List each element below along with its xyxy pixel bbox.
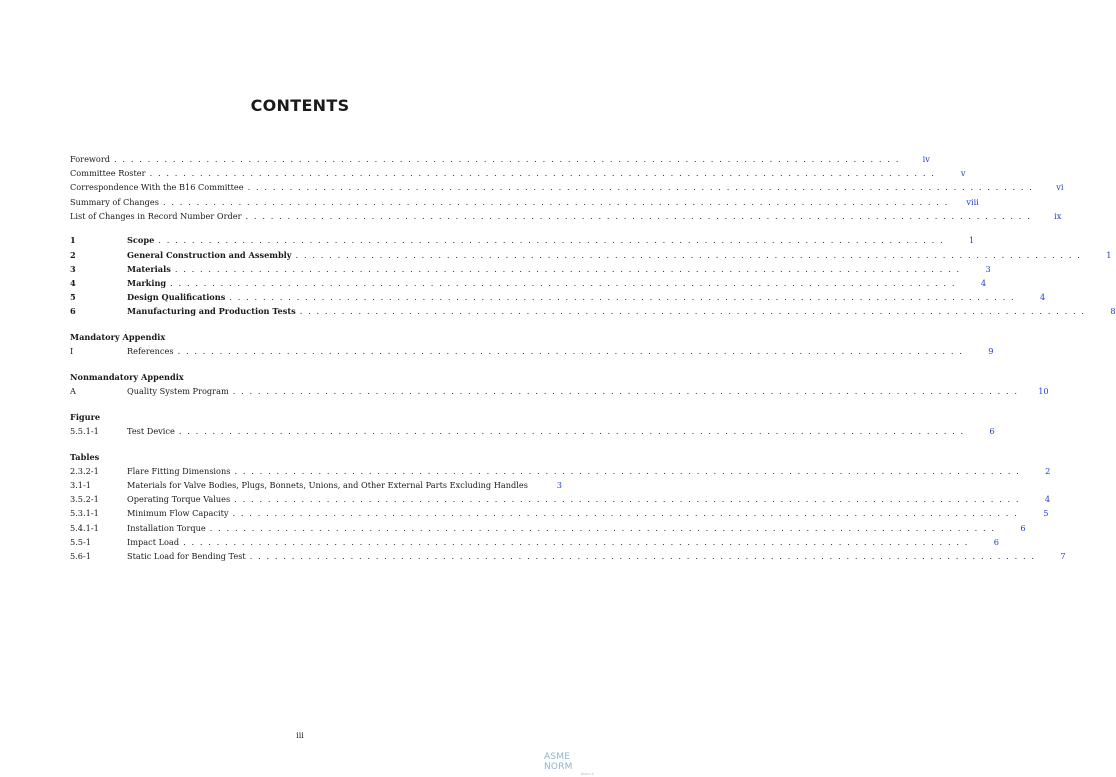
entry-title: Foreword bbox=[70, 154, 111, 164]
tables-heading: Tables bbox=[70, 451, 100, 462]
entry-title: Marking bbox=[127, 278, 167, 288]
leader-dots: . . . . . . . . . . . . . . . . . . . . . . . . . . . . . . . . . . . . . . . . . . . . . . . . . . . . . . . . . . . . . . . . . . . . . . . . . . . . . . . . . . . . . . . . . . . . . . bbox=[234, 494, 1021, 505]
entry-number: 5.6-1 bbox=[70, 551, 91, 561]
leader-dots: . . . . . . . . . . . . . . . . . . . . . . . . . . . . . . . . . . . . . . . . . . . . . . . . . . . . . . . . . . . . . . . . . . . . . . . . . . . . . . . . . . . . . . . . . . . . . . bbox=[234, 465, 1021, 476]
toc-entry-section[interactable] bbox=[70, 276, 987, 290]
leader-dots: . . . . . . . . . . . . . . . . . . . . . . . . . . . . . . . . . . . . . . . . . . . . . . . . . . . . . . . . . . . . . . . . . . . . . . . . . . . . . . . . . . . . . . . . . . . . . . bbox=[229, 292, 1016, 303]
page-link[interactable]: 10 bbox=[1038, 386, 1049, 397]
leader-dots: . . . . . . . . . . . . . . . . . . . . . . . . . . . . . . . . . . . . . . . . . . . . . . . . . . . . . . . . . . . . . . . . . . . . . . . . . . . . . . . . . . . . . . . . . . . . . . bbox=[247, 182, 1034, 193]
entry-number: 3.5.2-1 bbox=[70, 494, 99, 505]
leader-dots: . . . . . . . . . . . . . . . . . . . . . . . . . . . . . . . . . . . . . . . . . . . . . . . . . . . . . . . . . . . . . . . . . . . . . . . . . . . . . . . . . . . . . . . . . . . . . . bbox=[177, 346, 964, 357]
page-link[interactable]: 5 bbox=[1043, 508, 1049, 519]
logo-text: ASME NORM bbox=[544, 752, 573, 772]
entry-title: Flare Fitting Dimensions bbox=[127, 465, 231, 476]
toc-entry-table[interactable] bbox=[70, 549, 1066, 563]
page-link[interactable]: vi bbox=[1056, 182, 1064, 193]
toc-entry-section[interactable] bbox=[70, 304, 1116, 318]
entry-title: Scope bbox=[127, 235, 155, 246]
logo-subtext: asme.ir bbox=[580, 772, 594, 776]
table-of-contents bbox=[70, 152, 1116, 563]
leader-dots: . . . . . . . . . . . . . . . . . . . . . . . . . . . . . . . . . . . . . . . . . . . . . . . . . . . . . . . . . . . . . . . . . . . . . . . . . . . . . . . . . . . . . . . . . . . . . . bbox=[114, 154, 900, 164]
leader-dots: . . . . . . . . . . . . . . . . . . . . . . . . . . . . . . . . . . . . . . . . . . . . . . . . . . . . . . . . . . . . . . . . . . . . . . . . . . . . . . . . . . . . . . . . . . . . . . bbox=[178, 426, 965, 436]
toc-entry-front-matter[interactable] bbox=[70, 152, 930, 166]
entry-number: 3 bbox=[70, 263, 76, 274]
page-link[interactable]: viii bbox=[966, 196, 979, 207]
toc-entry-section[interactable] bbox=[70, 262, 991, 276]
toc-entry-section[interactable] bbox=[70, 290, 1046, 304]
leader-dots: . . . . . . . . . . . . . . . . . . . . . . . . . . . . . . . . . . . . . . . . . . . . . . . . . . . . . . . . . . . . . . . . . . . . . . . . . . . . . . . . . . . . . . . . . . . . . . bbox=[162, 196, 949, 207]
toc-entry-front-matter[interactable] bbox=[70, 195, 979, 209]
page-link[interactable]: 3 bbox=[985, 263, 991, 274]
page-link[interactable]: 4 bbox=[980, 278, 987, 288]
page-link[interactable]: iv bbox=[922, 154, 930, 164]
entry-title: Materials bbox=[127, 263, 171, 274]
entry-title: List of Changes in Record Number Order bbox=[70, 210, 242, 221]
toc-entry-front-matter[interactable] bbox=[70, 209, 1062, 223]
page-link[interactable]: 6 bbox=[989, 426, 995, 436]
entry-title: Materials for Valve Bodies, Plugs, Bonnets, Unions, and Other External Parts Excluding Handles bbox=[127, 480, 528, 491]
entry-title: Minimum Flow Capacity bbox=[127, 508, 229, 519]
entry-number: 1 bbox=[70, 235, 76, 246]
entry-title: Quality System Program bbox=[127, 386, 229, 397]
toc-entry-appendix[interactable] bbox=[70, 384, 1049, 398]
page-link[interactable]: 8 bbox=[1110, 306, 1116, 317]
toc-entry-table[interactable] bbox=[70, 535, 999, 549]
page-link[interactable]: v bbox=[960, 168, 966, 179]
asme-norm-logo bbox=[544, 752, 598, 776]
entry-number: 5.4.1-1 bbox=[70, 522, 99, 533]
toc-entry-figure[interactable] bbox=[70, 424, 995, 438]
toc-entry-table[interactable] bbox=[70, 464, 1051, 478]
page-link[interactable]: 9 bbox=[988, 346, 994, 357]
leader-dots: . . . . . . . . . . . . . . . . . . . . . . . . . . . . . . . . . . . . . . . . . . . . . . . . . . . . . . . . . . . . . . . . . . . . . . . . . . . . . . . . . . . . . . . . . . . . . . bbox=[232, 386, 1019, 397]
toc-entry-front-matter[interactable] bbox=[70, 166, 966, 180]
entry-title: General Construction and Assembly bbox=[127, 249, 292, 260]
page-link[interactable]: 3 bbox=[556, 480, 562, 491]
figure-heading: Figure bbox=[70, 411, 101, 422]
page-link[interactable]: 2 bbox=[1045, 465, 1051, 476]
entry-title: Manufacturing and Production Tests bbox=[127, 306, 296, 317]
page-link[interactable]: 4 bbox=[1040, 292, 1046, 303]
page-link[interactable]: 6 bbox=[993, 536, 999, 547]
leader-dots: . . . . . . . . . . . . . . . . . . . . . . . . . . . . . . . . . . . . . . . . . . . . . . . . . . . . . . . . . . . . . . . . . . . . . . . . . . . . . . . . . . . . . . . . . . . . . . bbox=[295, 249, 1082, 260]
leader-dots: . . . . . . . . . . . . . . . . . . . . . . . . . . . . . . . . . . . . . . . . . . . . . . . . . . . . . . . . . . . . . . . . . . . . . . . . . . . . . . . . . . . . . . . . . . . . . . bbox=[245, 210, 1032, 221]
entry-title: Summary of Changes bbox=[70, 196, 159, 207]
entry-number: A bbox=[70, 386, 76, 397]
entry-title: Correspondence With the B16 Committee bbox=[70, 182, 244, 193]
toc-entry-front-matter[interactable] bbox=[70, 180, 1064, 194]
entry-number: 2 bbox=[70, 249, 76, 260]
entry-number: 6 bbox=[70, 306, 76, 317]
entry-title: Impact Load bbox=[127, 536, 180, 547]
toc-entry-appendix[interactable] bbox=[70, 344, 994, 358]
leader-dots: . . . . . . . . . . . . . . . . . . . . . . . . . . . . . . . . . . . . . . . . . . . . . . . . . . . . . . . . . . . . . . . . . . . . . . . . . . . . . . . . . . . . . . . . . . . . . . bbox=[299, 306, 1086, 317]
tables-list bbox=[70, 464, 1066, 563]
page-link[interactable]: 6 bbox=[1020, 522, 1026, 533]
figure-list bbox=[70, 424, 995, 438]
leader-dots: . . . . . . . . . . . . . . . . . . . . . . . . . . . . . . . . . . . . . . . . . . . . . . . . . . . . . . . . . . . . . . . . . . . . . . . . . . . . . . . . . . . . . . . . . . . . . . bbox=[209, 522, 996, 533]
entry-number: 3.1-1 bbox=[70, 480, 91, 491]
entry-number: 5.5-1 bbox=[70, 536, 91, 547]
entry-number: 5 bbox=[70, 292, 76, 303]
leader-dots: . . . . . . . . . . . . . . . . . . . . . . . . . . . . . . . . . . . . . . . . . . . . . . . . . . . . . . . . . . . . . . . . . . . . . . . . . . . . . . . . . . . . . . . . . . . . . . bbox=[232, 508, 1019, 519]
leader-dots: . . . . . . . . . . . . . . . . . . . . . . . . . . . . . . . . . . . . . . . . . . . . . . . . . . . . . . . . . . . . . . . . . . . . . . . . . . . . . . . . . . . . . . . . . . . . . . bbox=[174, 263, 961, 274]
leader-dots: . . . . . . . . . . . . . . . . . . . . . . . . . . . . . . . . . . . . . . . . . . . . . . . . . . . . . . . . . . . . . . . . . . . . . . . . . . . . . . . . . . . . . . . . . . . . . . bbox=[149, 168, 936, 179]
nonmandatory-appendix-heading: Nonmandatory Appendix bbox=[70, 371, 184, 382]
mandatory-appendix-heading: Mandatory Appendix bbox=[70, 332, 166, 343]
nonmandatory-appendix-list bbox=[70, 384, 1049, 398]
page-link[interactable]: 1 bbox=[968, 235, 975, 246]
entry-title: Static Load for Bending Test bbox=[127, 551, 246, 561]
toc-entry-table[interactable] bbox=[70, 492, 1051, 506]
toc-entry-table[interactable] bbox=[70, 506, 1049, 520]
mandatory-appendix-list bbox=[70, 344, 994, 358]
entry-title: References bbox=[127, 346, 174, 357]
entry-number: 5.5.1-1 bbox=[70, 426, 99, 436]
page-link[interactable]: ix bbox=[1054, 210, 1062, 221]
entry-title: Committee Roster bbox=[70, 168, 146, 179]
entry-title: Test Device bbox=[127, 426, 175, 436]
entry-number: 4 bbox=[70, 278, 76, 288]
toc-entry-table[interactable] bbox=[70, 478, 562, 492]
front-matter-list bbox=[70, 152, 1064, 223]
leader-dots: . . . . . . . . . . . . . . . . . . . . . . . . . . . . . . . . . . . . . . . . . . . . . . . . . . . . . . . . . . . . . . . . . . . . . . . . . . . . . . . . . . . . . . . . . . . . . . bbox=[158, 235, 945, 246]
entry-number: 2.3.2-1 bbox=[70, 465, 99, 476]
page-link[interactable]: 1 bbox=[1106, 249, 1112, 260]
entry-title: Installation Torque bbox=[127, 522, 206, 533]
entry-title: Operating Torque Values bbox=[127, 494, 231, 505]
leader-dots: . . . . . . . . . . . . . . . . . . . . . . . . . . . . . . . . . . . . . . . . . . . . . . . . . . . . . . . . . . . . . . . . . . . . . . . . . . . . . . . . . . . . . . . . . . . . . . bbox=[170, 278, 957, 288]
sections-list bbox=[70, 233, 1116, 318]
toc-entry-section[interactable] bbox=[70, 248, 1112, 262]
entry-title: Design Qualifications bbox=[127, 292, 226, 303]
page-number: iii bbox=[296, 731, 304, 740]
toc-entry-section[interactable] bbox=[70, 233, 975, 247]
entry-number: 5.3.1-1 bbox=[70, 508, 99, 519]
toc-entry-table[interactable] bbox=[70, 521, 1026, 535]
page-link[interactable]: 4 bbox=[1044, 494, 1051, 505]
page-link[interactable]: 7 bbox=[1060, 551, 1066, 561]
page-title: CONTENTS bbox=[250, 96, 350, 115]
leader-dots: . . . . . . . . . . . . . . . . . . . . . . . . . . . . . . . . . . . . . . . . . . . . . . . . . . . . . . . . . . . . . . . . . . . . . . . . . . . . . . . . . . . . . . . . . . . . . . bbox=[183, 536, 969, 547]
entry-number: I bbox=[70, 346, 74, 357]
leader-dots: . . . . . . . . . . . . . . . . . . . . . . . . . . . . . . . . . . . . . . . . . . . . . . . . . . . . . . . . . . . . . . . . . . . . . . . . . . . . . . . . . . . . . . . . . . . . . . bbox=[249, 551, 1036, 561]
